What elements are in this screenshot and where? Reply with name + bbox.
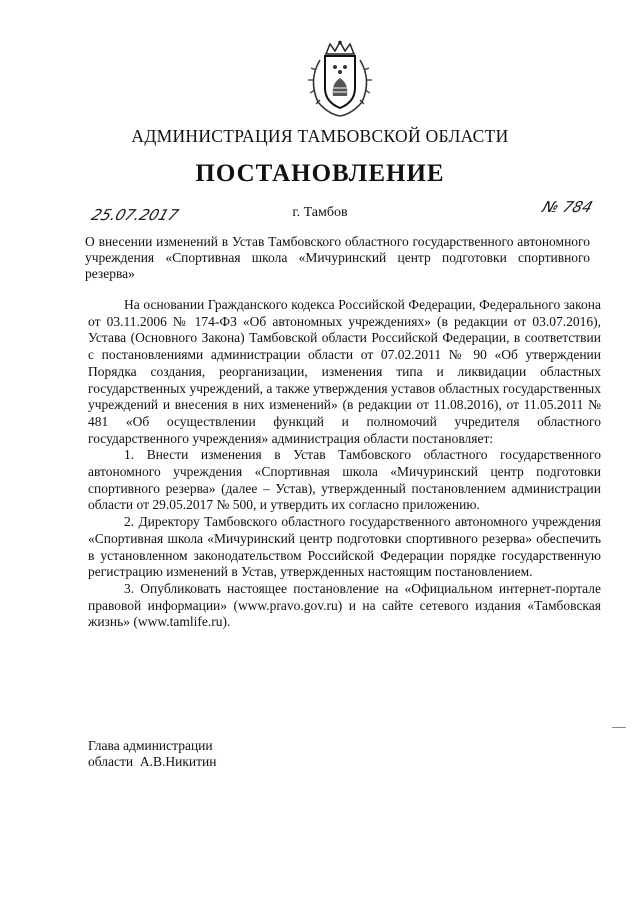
- preamble-paragraph: На основании Гражданского кодекса Российской Федерации, Федерального закона от 03.11.2006 № 174-ФЗ «Об автономных учреждениях» (в редакции от 03.07.2016), Устава (Основного Закона) Тамбовской области Российской Федерации, в соответствии с постановлениями администрации области от 07.02.2011 № 90 «Об утверждении Порядка создания, реорганизации, изменения типа и ликвидации областных государственных учреждений, а также утверждения уставов областных государственных учреждений и внесения в них изменений» (в редакции от 11.08.2016), от 11.05.2011 № 481 «Об осуществлении функций и полномочий учредителя областного государственного учреждения» администрация области постановляет:: [88, 297, 601, 446]
- signature-position-line2: области: [88, 754, 134, 769]
- item-2-paragraph: 2. Директору Тамбовского областного государственного автономного учреждения «Спортивная школа «Мичуринский центр подготовки спортивного резерва» обеспечить в установленном законодательством Российской Федерации порядке государственную регистрацию изменений в Устав, утвержденных настоящим постановлением.: [88, 514, 601, 580]
- signature-block: [88, 738, 217, 770]
- document-city: г. Тамбов: [292, 205, 348, 220]
- tambov-coat-of-arms-icon: [300, 40, 380, 118]
- document-number: № 784: [540, 198, 595, 216]
- document-date: 25.07.2017: [89, 206, 181, 224]
- margin-mark: [612, 727, 626, 728]
- document-subject: О внесении изменений в Устав Тамбовского областного государственного автономного учреждения «Спортивная школа «Мичуринский центр подготовки спортивного резерва»: [85, 234, 590, 281]
- administration-title: АДМИНИСТРАЦИЯ ТАМБОВСКОЙ ОБЛАСТИ: [131, 126, 509, 146]
- item-1-paragraph: 1. Внести изменения в Устав Тамбовского областного государственного автономного учреждения «Спортивная школа «Мичуринский центр подготовки спортивного резерва» (далее – Устав), утвержденный постановлением администрации области от 29.05.2017 № 500, и утвердить их согласно приложению.: [88, 447, 601, 513]
- document-type-title: ПОСТАНОВЛЕНИЕ: [195, 160, 445, 187]
- signature-name: А.В.Никитин: [139, 754, 217, 769]
- item-3-paragraph: 3. Опубликовать настоящее постановление на «Официальном интернет-портале правовой информации» (www.pravo.gov.ru) и на сайте сетевого издания «Тамбовская жизнь» (www.tamlife.ru).: [88, 580, 601, 630]
- document-body: [88, 297, 601, 631]
- signature-position-line1: Глава администрации: [88, 738, 213, 753]
